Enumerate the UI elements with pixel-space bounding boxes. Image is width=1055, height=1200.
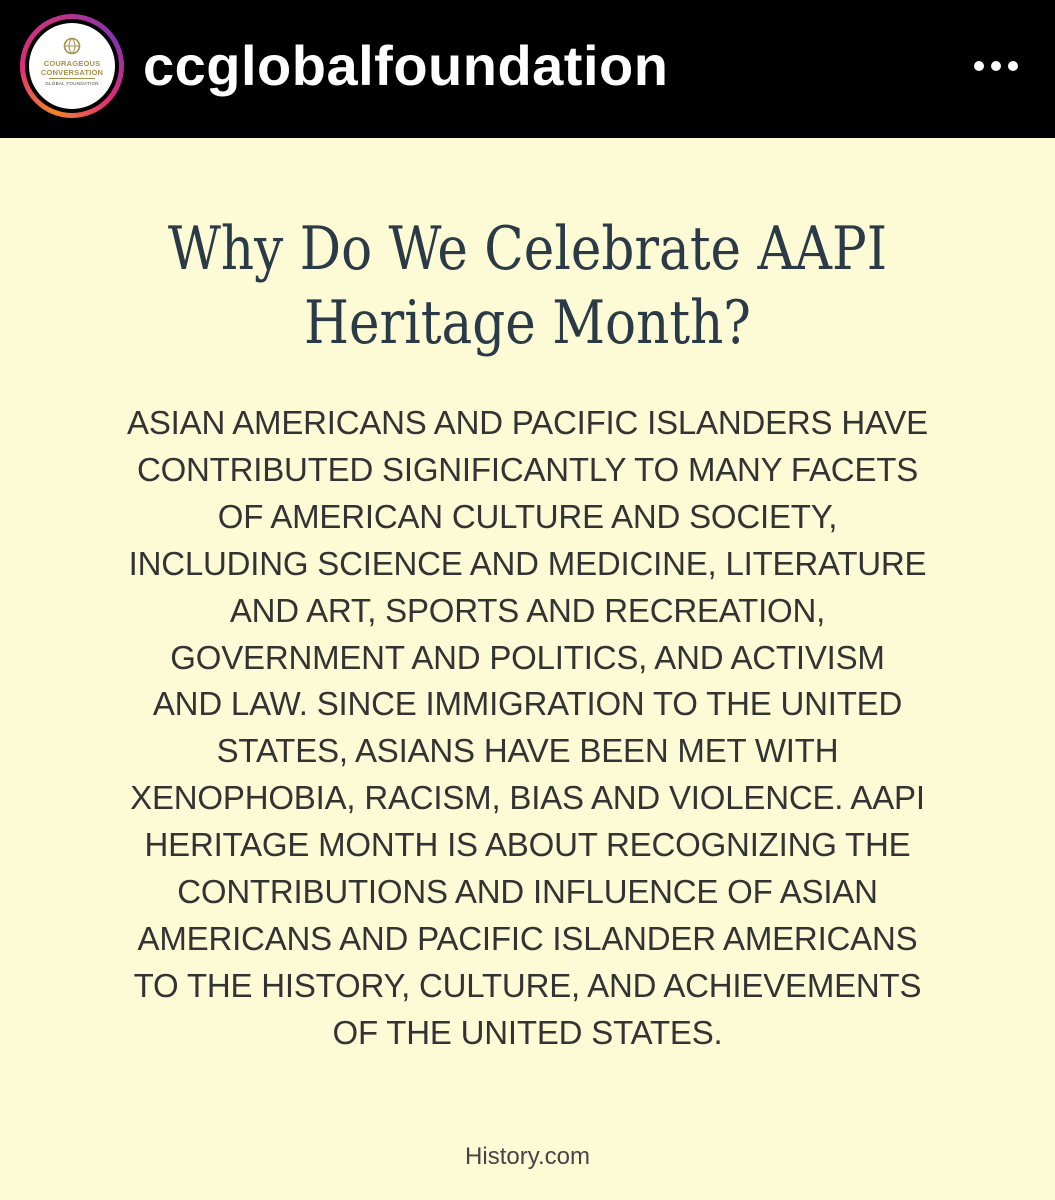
- logo-text-conversation: CONVERSATION: [40, 68, 104, 77]
- post-source-credit: History.com: [465, 1143, 590, 1170]
- globe-icon: [63, 37, 81, 55]
- account-username[interactable]: ccglobalfoundation: [143, 34, 669, 97]
- post-image[interactable]: [0, 138, 1055, 1200]
- more-options-button[interactable]: [966, 46, 1026, 86]
- logo-text-courageous: COURAGEOUS: [43, 59, 101, 68]
- more-options-icon-dot: [991, 61, 1001, 71]
- post-header: [0, 0, 1055, 138]
- logo-text-global-foundation: GLOBAL FOUNDATION: [45, 81, 99, 86]
- story-ring[interactable]: [20, 14, 124, 118]
- avatar-logo: [29, 23, 115, 109]
- avatar[interactable]: [25, 19, 119, 113]
- more-options-icon-dot: [1008, 61, 1018, 71]
- post-title: Why Do We Celebrate AAPI Heritage Month?: [167, 214, 888, 358]
- logo-divider: [49, 78, 95, 79]
- post-body-text: ASIAN AMERICANS AND PACIFIC ISLANDERS HAVE CONTRIBUTED SIGNIFICANTLY TO MANY FACETS OF AMERICAN CULTURE AND SOCIETY, INCLUDING SCIENCE AND MEDICINE, LITERATURE AND ART, SPORTS AND RECREATION, GOVERNMENT AND POLITICS, AND ACTIVISM AND LAW. SINCE IMMIGRATION TO THE UNITED STATES, ASIANS HAVE BEEN MET WITH XENOPHOBIA, RACISM, BIAS AND VIOLENCE. AAPI HERITAGE MONTH IS ABOUT RECOGNIZING THE CONTRIBUTIONS AND INFLUENCE OF ASIAN AMERICANS AND PACIFIC ISLANDER AMERICANS TO THE HISTORY, CULTURE, AND ACHIEVEMENTS OF THE UNITED STATES.: [127, 404, 928, 1051]
- more-options-icon: [974, 61, 984, 71]
